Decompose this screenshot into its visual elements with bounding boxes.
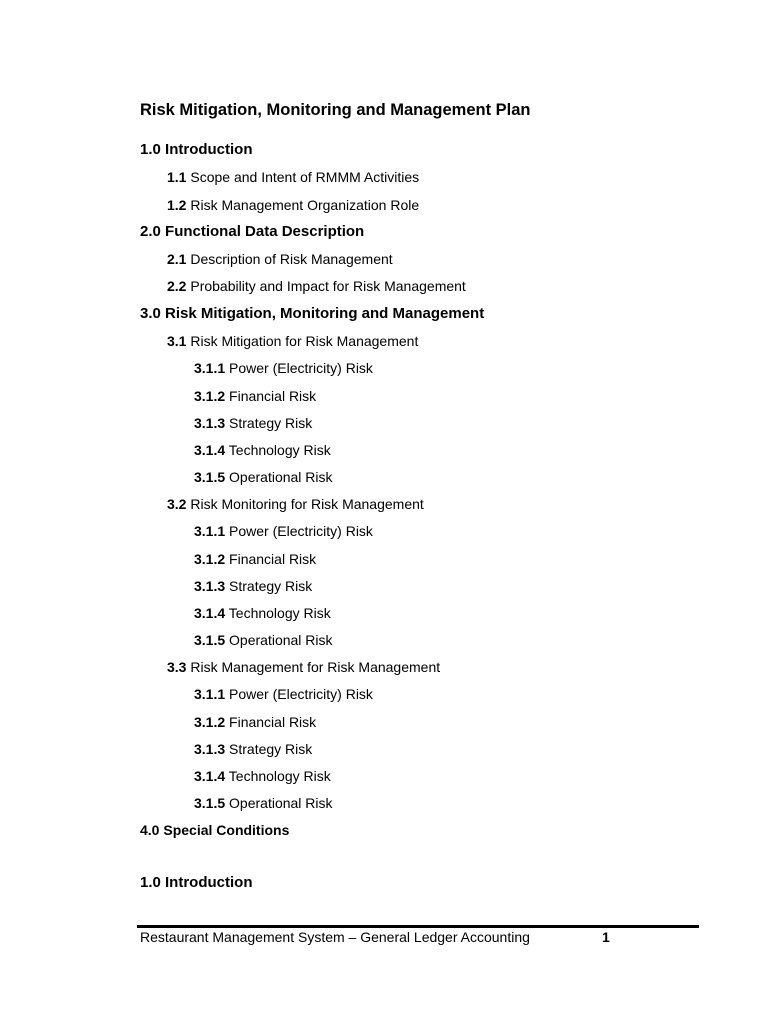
toc-entry-number: 3.0 xyxy=(140,305,161,322)
toc-entry-text: Scope and Intent of RMMM Activities xyxy=(190,169,420,185)
toc-entry-text: Power (Electricity) Risk xyxy=(229,686,373,702)
toc-entry-text: Technology Risk xyxy=(228,605,331,621)
document-title: Risk Mitigation, Monitoring and Management Plan xyxy=(140,101,531,119)
page-number: 1 xyxy=(602,929,610,945)
toc-entry-number: 3.1.4 xyxy=(194,442,226,458)
toc-entry-text: Financial Risk xyxy=(229,551,317,567)
toc-entry-level-2 xyxy=(167,249,393,269)
toc-entry-text: Functional Data Description xyxy=(165,223,365,240)
toc-entry-text: Special Conditions xyxy=(163,822,290,838)
toc-entry-text: Risk Management for Risk Management xyxy=(190,659,441,675)
toc-entry-level-2 xyxy=(167,167,419,187)
toc-entry-number: 3.1.3 xyxy=(194,415,226,431)
toc-entry-text: Strategy Risk xyxy=(229,578,313,594)
toc-entry-text: Introduction xyxy=(165,141,253,158)
toc-entry-level-3 xyxy=(194,603,331,623)
toc-entry-number: 1.0 xyxy=(140,141,161,158)
toc-entry-number: 3.1.3 xyxy=(194,741,226,757)
toc-entry-text: Operational Risk xyxy=(229,469,333,485)
toc-entry-level-3 xyxy=(194,440,331,460)
toc-entry-level-3 xyxy=(194,576,312,596)
toc-entry-number: 2.0 xyxy=(140,223,161,240)
toc-entry-number: 3.1.2 xyxy=(194,714,226,730)
section-heading: 1.0 Introduction xyxy=(140,874,253,891)
toc-entry-text: Description of Risk Management xyxy=(190,251,393,267)
toc-entry-text: Financial Risk xyxy=(229,388,317,404)
toc-entry-number: 3.1 xyxy=(167,333,187,349)
toc-entry-level-3 xyxy=(194,684,373,704)
toc-entry-level-2 xyxy=(167,657,440,677)
toc-entry-level-2 xyxy=(167,494,424,514)
toc-entry-number: 1.2 xyxy=(167,197,187,213)
toc-entry-text: Operational Risk xyxy=(229,795,333,811)
toc-entry-level-1 xyxy=(140,820,289,840)
toc-entry-level-1 xyxy=(140,140,253,160)
toc-entry-number: 3.1.1 xyxy=(194,523,226,539)
toc-entry-text: Financial Risk xyxy=(229,714,317,730)
toc-entry-number: 3.1.2 xyxy=(194,551,226,567)
toc-entry-text: Probability and Impact for Risk Management xyxy=(190,278,466,294)
toc-entry-text: Technology Risk xyxy=(228,768,331,784)
toc-entry-text: Strategy Risk xyxy=(229,415,313,431)
toc-entry-number: 3.1.5 xyxy=(194,632,226,648)
toc-entry-level-2 xyxy=(167,276,466,296)
toc-entry-text: Operational Risk xyxy=(229,632,333,648)
toc-entry-number: 2.2 xyxy=(167,278,187,294)
toc-entry-number: 4.0 xyxy=(140,822,160,838)
toc-entry-level-3 xyxy=(194,766,331,786)
toc-entry-text: Power (Electricity) Risk xyxy=(229,523,373,539)
toc-entry-level-2 xyxy=(167,331,418,351)
toc-entry-level-3 xyxy=(194,739,312,759)
toc-entry-number: 3.1.1 xyxy=(194,360,226,376)
footer-text: Restaurant Management System – General Ledger Accounting xyxy=(140,929,530,945)
toc-entry-number: 1.1 xyxy=(167,169,187,185)
toc-entry-level-1 xyxy=(140,222,364,242)
toc-entry-number: 3.1.2 xyxy=(194,388,226,404)
toc-entry-text: Power (Electricity) Risk xyxy=(229,360,373,376)
toc-entry-level-3 xyxy=(194,521,373,541)
toc-entry-number: 3.1.5 xyxy=(194,795,226,811)
toc-entry-level-2 xyxy=(167,195,419,215)
toc-entry-text: Risk Monitoring for Risk Management xyxy=(190,496,424,512)
toc-entry-level-3 xyxy=(194,793,333,813)
toc-entry-text: Technology Risk xyxy=(228,442,331,458)
footer-divider xyxy=(137,925,699,928)
toc-entry-number: 3.1.1 xyxy=(194,686,226,702)
toc-entry-level-3 xyxy=(194,358,373,378)
toc-entry-text: Risk Management Organization Role xyxy=(190,197,420,213)
toc-entry-level-3 xyxy=(194,712,316,732)
toc-entry-level-1 xyxy=(140,304,484,324)
toc-entry-text: Risk Mitigation for Risk Management xyxy=(190,333,419,349)
toc-entry-number: 3.1.3 xyxy=(194,578,226,594)
toc-entry-text: Risk Mitigation, Monitoring and Management xyxy=(165,305,485,322)
toc-entry-level-3 xyxy=(194,467,333,487)
toc-entry-level-3 xyxy=(194,549,316,569)
toc-entry-text: Strategy Risk xyxy=(229,741,313,757)
toc-entry-number: 3.2 xyxy=(167,496,187,512)
toc-entry-number: 3.1.4 xyxy=(194,605,226,621)
toc-entry-level-3 xyxy=(194,630,333,650)
toc-entry-number: 3.1.5 xyxy=(194,469,226,485)
toc-entry-number: 3.1.4 xyxy=(194,768,226,784)
toc-entry-level-3 xyxy=(194,413,312,433)
toc-entry-level-3 xyxy=(194,386,316,406)
toc-entry-number: 3.3 xyxy=(167,659,187,675)
toc-entry-number: 2.1 xyxy=(167,251,187,267)
